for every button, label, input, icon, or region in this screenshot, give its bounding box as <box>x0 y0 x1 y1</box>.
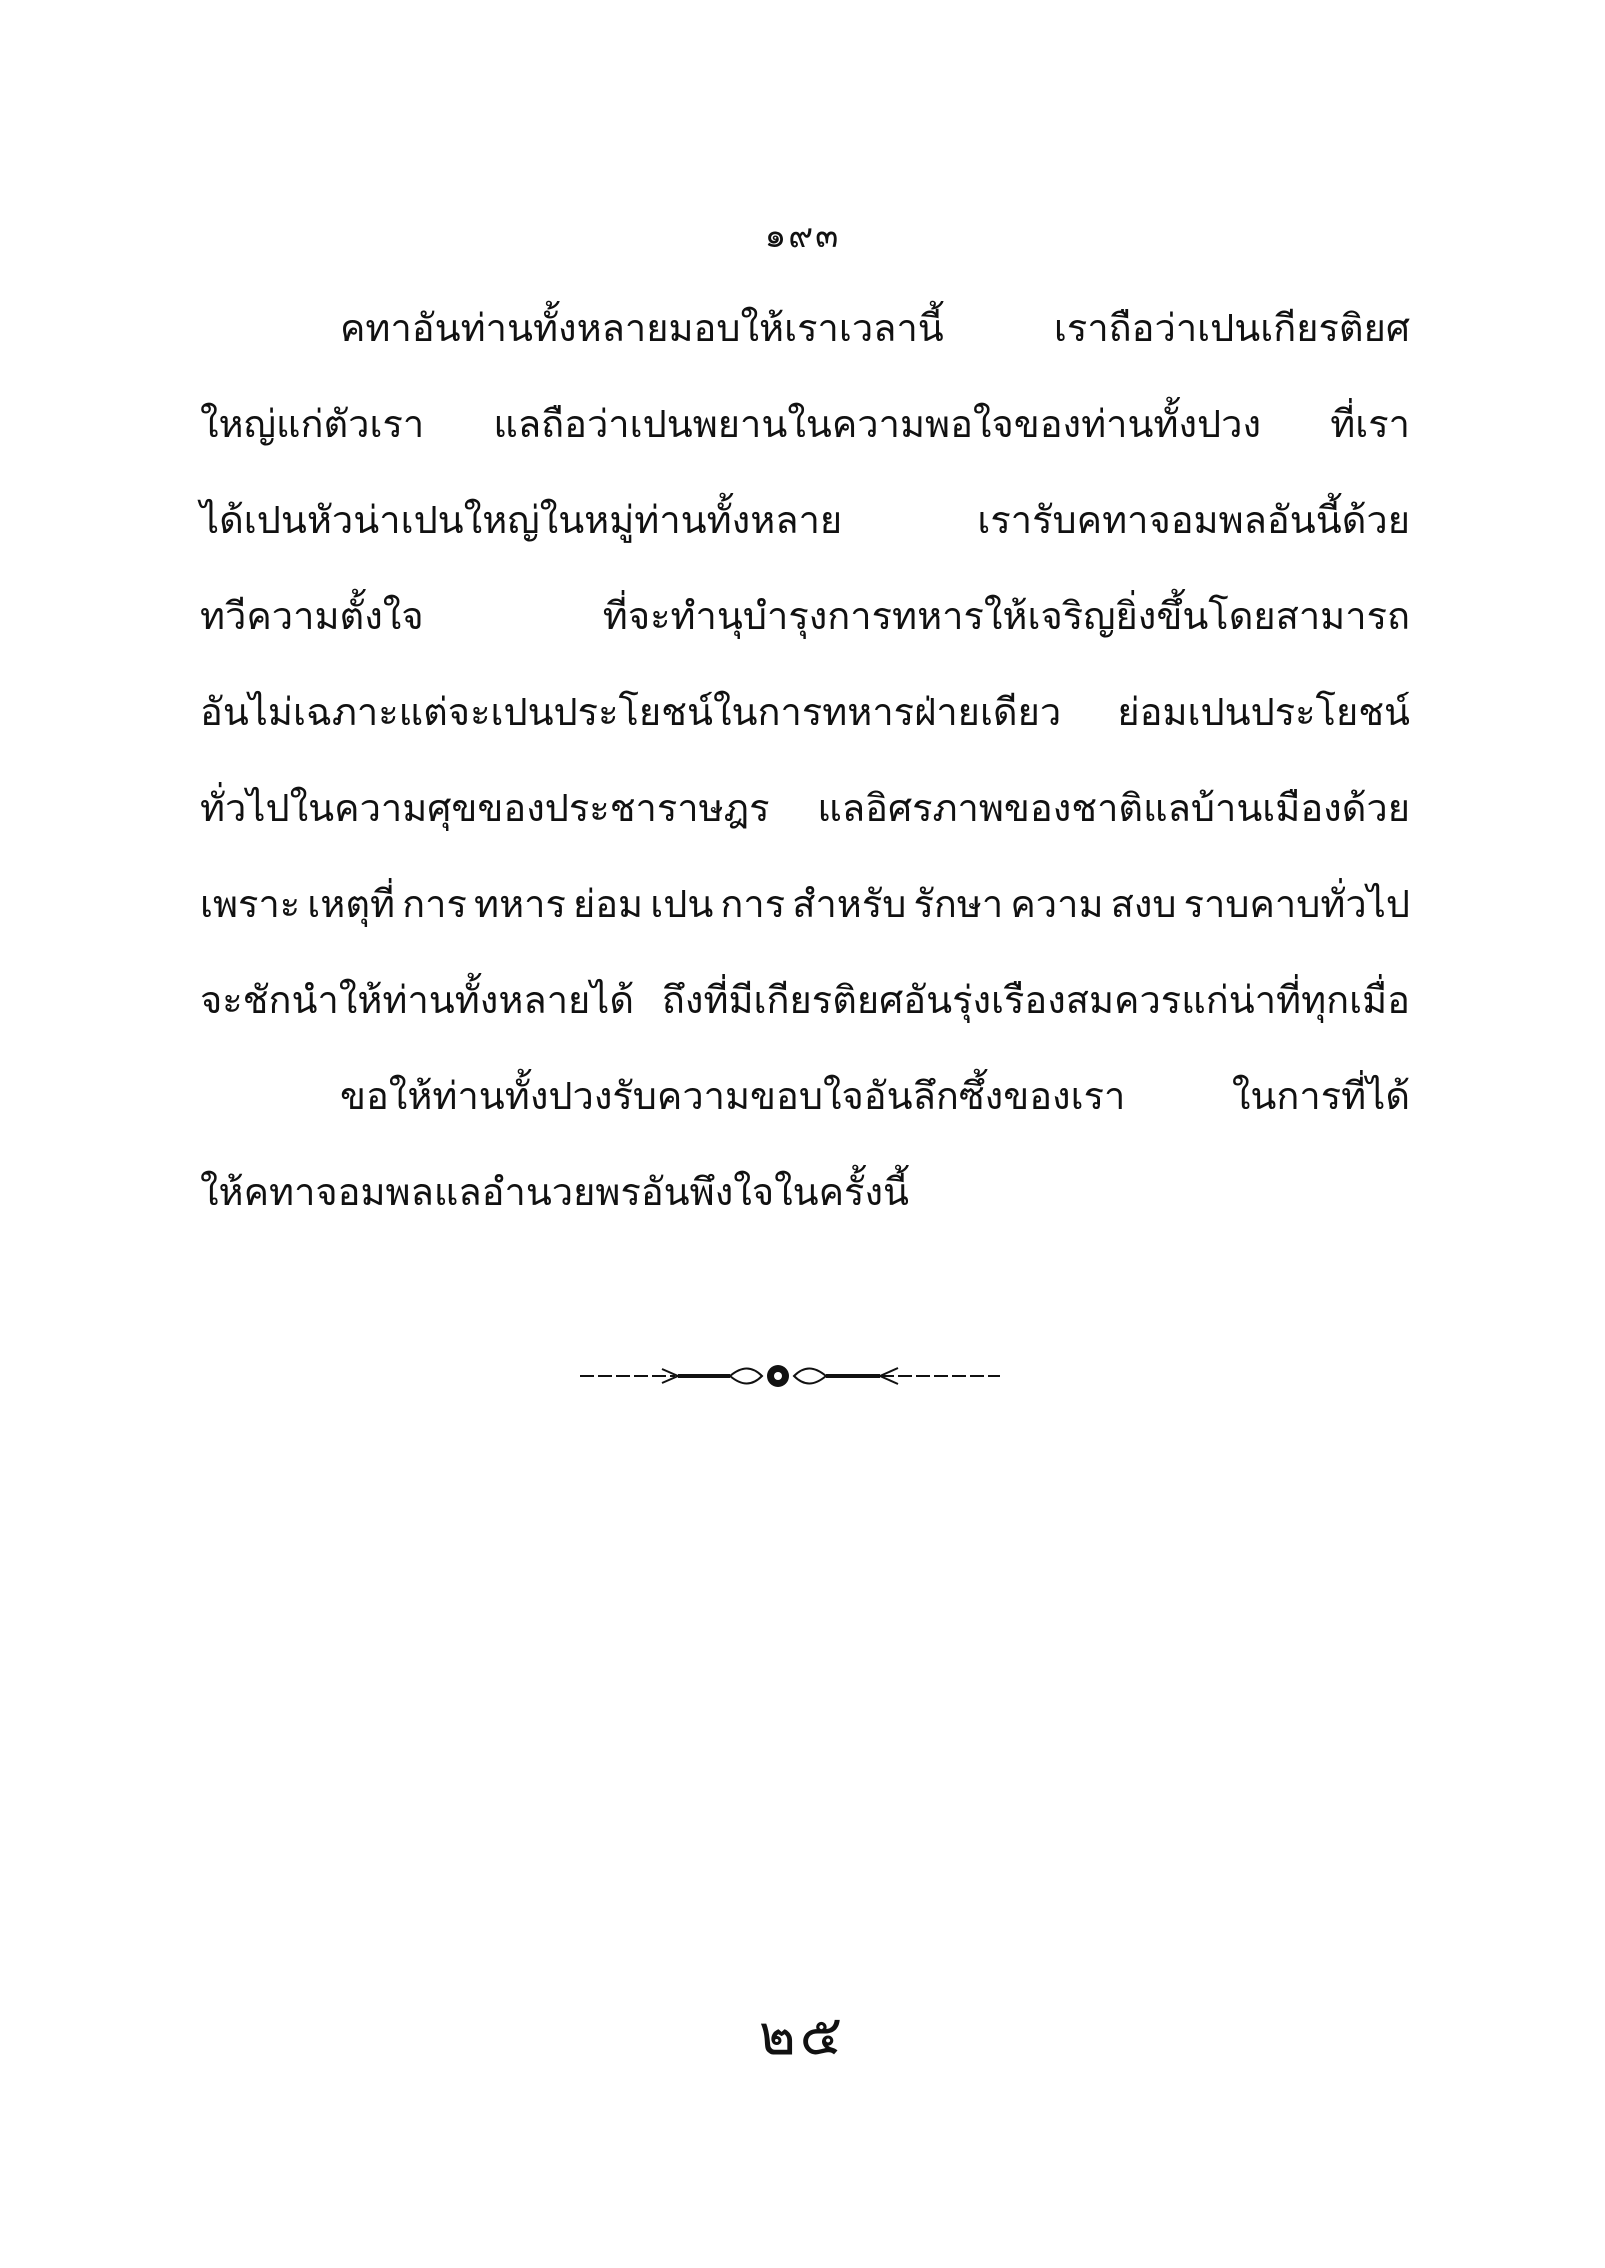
text-segment: เปน <box>650 882 714 926</box>
text-segment: ขอให้ท่านทั้งปวงรับความขอบใจอันลึกซึ้งของเรา <box>340 1074 1126 1118</box>
text-segment: ให้คทาจอมพลแลอำนวยพรอันพึงใจในครั้งนี้ <box>200 1170 909 1214</box>
text-segment: ได้เปนหัวน่าเปนใหญ่ในหมู่ท่านทั้งหลาย <box>200 498 843 542</box>
text-line <box>200 472 1410 568</box>
text-segment: ทวีความตั้งใจ <box>200 594 424 638</box>
text-segment: ทั่วไปในความศุขของประชาราษฎร <box>200 786 770 830</box>
text-segment: เพราะ <box>200 882 301 926</box>
text-segment: ทหาร <box>474 882 566 926</box>
text-line <box>200 856 1410 952</box>
text-segment: ในการที่ได้ <box>1231 1074 1410 1118</box>
text-segment: การ <box>720 882 786 926</box>
text-segment: ย่อมเปนประโยชน์ <box>1117 690 1410 734</box>
text-line <box>200 952 1410 1048</box>
text-line <box>200 1144 1410 1240</box>
text-line <box>200 760 1410 856</box>
text-segment: ความ <box>1010 882 1104 926</box>
ornament-divider <box>580 1356 1000 1396</box>
page-number-bottom: ๒๕ <box>758 2003 847 2068</box>
text-segment: อันไม่เฉภาะแต่จะเปนประโยชน์ในการทหารฝ่ายเดียว <box>200 690 1062 734</box>
text-segment: จะชักนำให้ท่านทั้งหลายได้ <box>200 978 635 1022</box>
text-segment: เราถือว่าเปนเกียรติยศ <box>1053 306 1410 350</box>
text-segment: แลอิศรภาพของชาติแลบ้านเมืองด้วย <box>817 786 1410 830</box>
text-segment: ราบคาบทั่วไป <box>1183 882 1410 926</box>
text-segment: เหตุที่ <box>307 882 396 926</box>
text-segment: ใหญ่แก่ตัวเรา <box>200 402 425 446</box>
text-segment: เรารับคทาจอมพลอันนี้ด้วย <box>977 498 1410 542</box>
text-segment: สำหรับ <box>792 882 907 926</box>
text-segment: รักษา <box>913 882 1004 926</box>
text-segment: คทาอันท่านทั้งหลายมอบให้เราเวลานี้ <box>340 306 944 350</box>
text-line <box>200 1048 1410 1144</box>
text-segment: ที่จะทำนุบำรุงการทหารให้เจริญยิ่งขึ้นโดยสามารถ <box>602 594 1410 638</box>
text-line <box>200 376 1410 472</box>
page-number-top: ๑๙๓ <box>764 216 841 256</box>
text-line <box>200 280 1410 376</box>
text-segment: ถึงที่มีเกียรติยศอันรุ่งเรืองสมควรแก่น่าที่ทุกเมื่อ <box>661 978 1410 1022</box>
body-text <box>200 280 1410 1240</box>
text-segment: สงบ <box>1110 882 1177 926</box>
text-line <box>200 664 1410 760</box>
text-segment: ย่อม <box>572 882 644 926</box>
text-line <box>200 568 1410 664</box>
text-segment: ที่เรา <box>1330 402 1410 446</box>
text-segment: แลถือว่าเปนพยานในความพอใจของท่านทั้งปวง <box>493 402 1262 446</box>
text-segment: การ <box>402 882 467 926</box>
